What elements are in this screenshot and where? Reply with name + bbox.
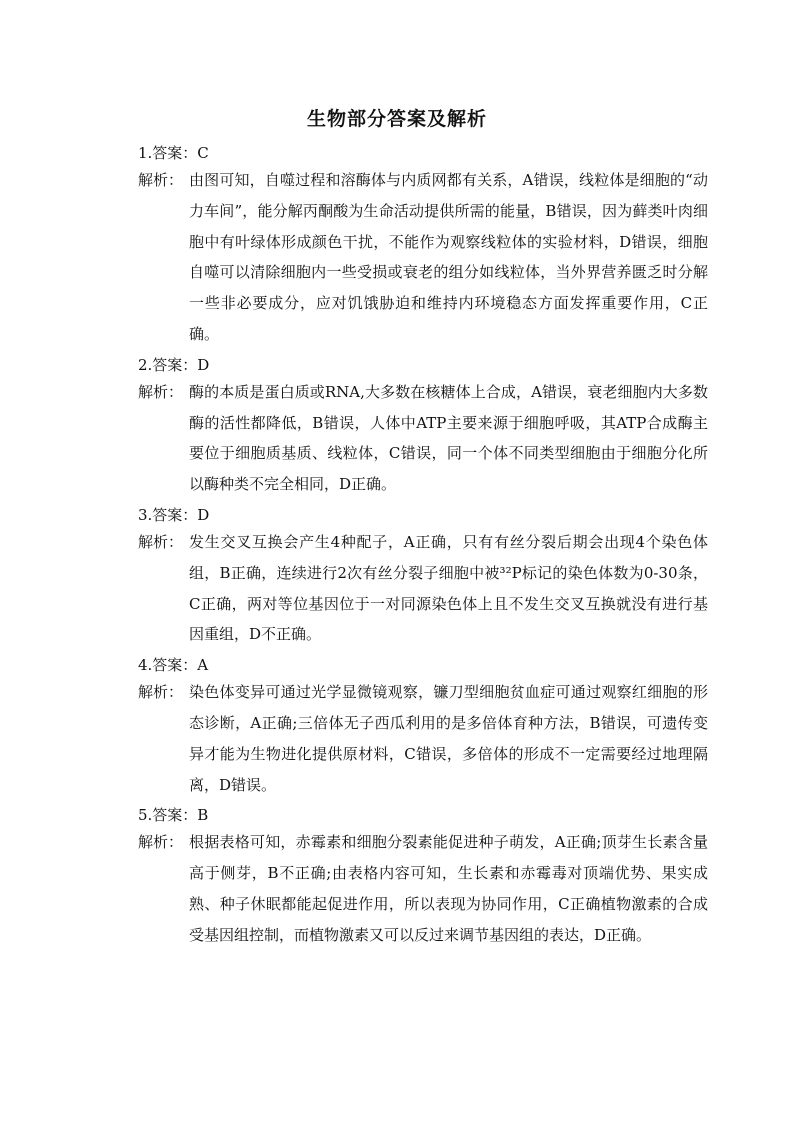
answer-list bbox=[138, 141, 708, 954]
explanation bbox=[138, 827, 708, 950]
question-4 bbox=[138, 653, 708, 800]
explanation bbox=[138, 527, 708, 650]
explanation-text: 由图可知，自噬过程和溶酶体与内质网都有关系，A错误，线粒体是细胞的“动力车间”，能分解丙酮酸为生命活动提供所需的能量，B错误，因为藓类叶肉细胞中有叶绿体形成颜色干扰，不能作为观察线粒体的实验材料，D错误，细胞自噬可以清除细胞内一些受损或衰老的组分如线粒体，当外界营养匮乏时分解一些非必要成分，应对饥饿胁迫和维持内环境稳态方面发挥重要作用，C正确。 bbox=[189, 171, 708, 343]
answer-line: 5.答案：B bbox=[138, 806, 209, 825]
explanation-text: 染色体变异可通过光学显微镜观察，镰刀型细胞贫血症可通过观察红细胞的形态诊断，A正确;三倍体无子西瓜利用的是多倍体育种方法，B错误，可遗传变异才能为生物进化提供原材料，C错误，多倍体的形成不一定需要经过地理隔离，D错误。 bbox=[189, 683, 708, 794]
question-2 bbox=[138, 353, 708, 500]
explanation bbox=[138, 377, 708, 500]
explanation-label: 解析： bbox=[138, 382, 184, 401]
explanation-label: 解析： bbox=[138, 683, 184, 702]
explanation-label: 解析： bbox=[138, 833, 184, 852]
explanation bbox=[138, 165, 708, 350]
explanation bbox=[138, 677, 708, 800]
explanation-text: 酶的本质是蛋白质或RNA,大多数在核糖体上合成，A错误，衰老细胞内大多数酶的活性都降低，B错误，人体中ATP主要来源于细胞呼吸，其ATP合成酶主要位于细胞质基质、线粒体，C错误，同一个体不同类型细胞由于细胞分化所以酶种类不完全相同，D正确。 bbox=[189, 382, 708, 494]
question-5 bbox=[138, 803, 708, 950]
explanation-text: 根据表格可知，赤霉素和细胞分裂素能促进种子萌发，A正确;顶芽生长素含量高于侧芽，B不正确;由表格内容可知，生长素和赤霉毒对顶端优势、果实成熟、种子休眠都能起促进作用，所以表现为协同作用，C正确植物激素的合成受基因组控制，而植物激素又可以反过来调节基因组的表达，D正确。 bbox=[189, 833, 708, 944]
explanation-label: 解析： bbox=[138, 532, 184, 551]
explanation-text: 发生交叉互换会产生4种配子，A正确，只有有丝分裂后期会出现4个染色体组，B正确，连续进行2次有丝分裂子细胞中被³²P标记的染色体数为0-30条，C正确，两对等位基因位于一对同源染色体上且不发生交叉互换就没有进行基因重组，D不正确。 bbox=[189, 532, 708, 644]
question-3 bbox=[138, 503, 708, 650]
answer-line: 2.答案：D bbox=[138, 355, 210, 374]
question-1 bbox=[138, 141, 708, 350]
page-title: 生物部分答案及解析 bbox=[306, 108, 487, 130]
answer-line: 4.答案：A bbox=[138, 656, 209, 675]
answer-line: 3.答案：D bbox=[138, 505, 210, 524]
explanation-label: 解析： bbox=[138, 171, 184, 189]
answer-line: 1.答案：C bbox=[138, 144, 209, 162]
